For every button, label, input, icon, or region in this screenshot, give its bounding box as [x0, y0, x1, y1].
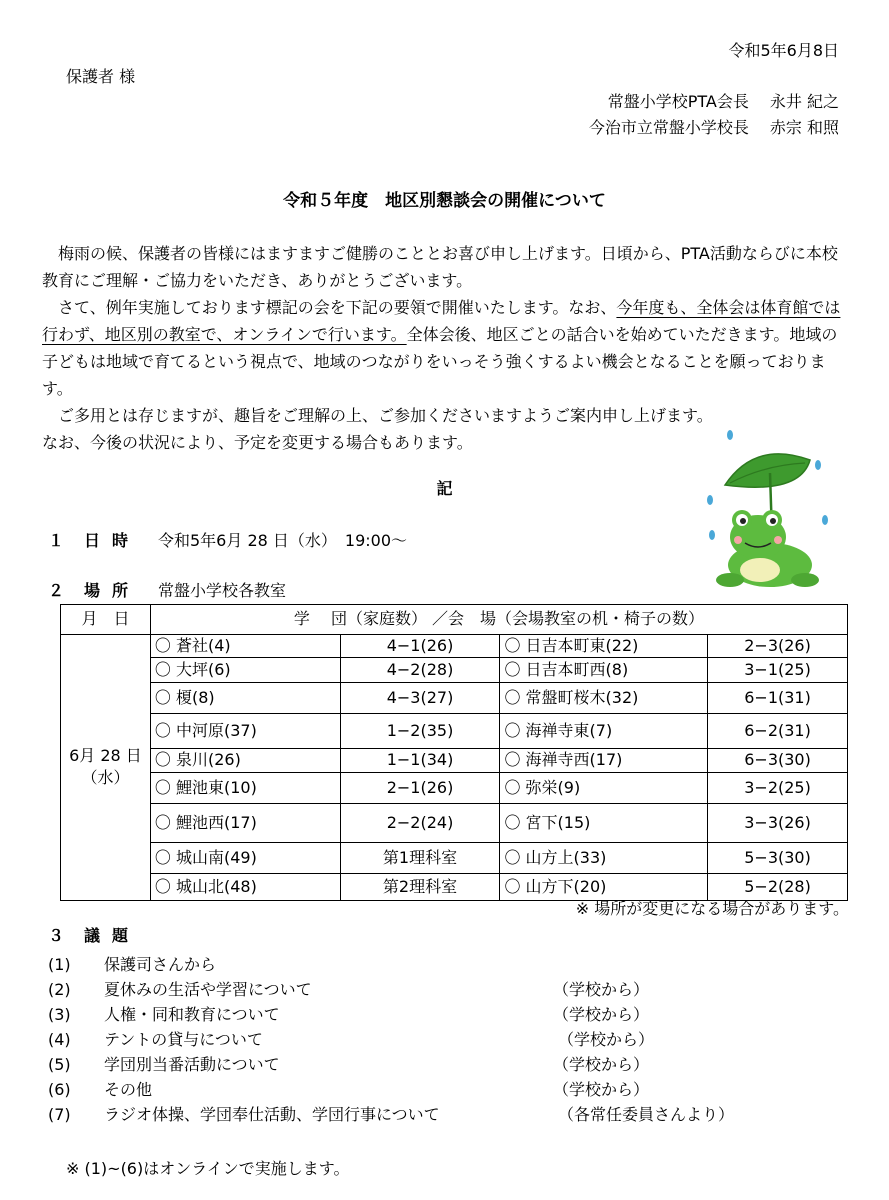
agenda-item	[48, 1052, 848, 1077]
venue-change-note: ※ 場所が変更になる場合があります。	[575, 899, 849, 918]
agenda-presenter: （学校から）	[553, 1080, 650, 1099]
section-venue	[48, 580, 286, 602]
group-room: 1−2(35)	[340, 714, 500, 749]
group-name: 〇 日吉本町東(22)	[500, 635, 708, 658]
group-room: 5−3(30)	[708, 842, 848, 873]
group-name: 〇 城山南(49)	[150, 842, 340, 873]
group-room: 4−2(28)	[340, 658, 500, 683]
group-name: 〇 大坪(6)	[150, 658, 340, 683]
agenda-presenter: （学校から）	[553, 1005, 650, 1024]
group-room: 2−3(26)	[708, 635, 848, 658]
agenda-presenter: （学校から）	[553, 980, 650, 999]
table-row	[61, 842, 848, 873]
addressee: 保護者 様	[66, 67, 136, 86]
section-number: ３	[48, 926, 65, 945]
agenda-item	[48, 1077, 848, 1102]
event-datetime: 令和5年6月 28 日（水） 19:00～	[158, 531, 408, 550]
agenda-number: (5)	[48, 1055, 71, 1074]
table-row	[61, 635, 848, 658]
group-room: 2−2(24)	[340, 803, 500, 842]
group-name: 〇 常盤町桜木(32)	[500, 683, 708, 714]
meeting-date: 6月 28 日	[69, 746, 142, 765]
agenda-number: (3)	[48, 1005, 71, 1024]
section-agenda	[48, 925, 158, 947]
agenda-text: 保護司さんから	[104, 955, 217, 974]
underlined-notice: 今年度も、全体会は体育館では行わず、地区別の教室で、オンラインで行います。	[42, 298, 841, 344]
table-row	[61, 658, 848, 683]
group-name: 〇 泉川(26)	[150, 749, 340, 772]
ki-heading: 記	[436, 479, 453, 498]
agenda-number: (4)	[48, 1030, 71, 1049]
agenda-text: その他	[104, 1080, 153, 1099]
agenda-presenter: （各常任委員さんより）	[558, 1105, 735, 1124]
agenda-item	[48, 1027, 848, 1052]
group-name: 〇 弥栄(9)	[500, 772, 708, 803]
section-datetime	[48, 530, 407, 552]
schedule-table	[60, 604, 848, 901]
table-row	[61, 749, 848, 772]
agenda-presenter: （学校から）	[558, 1030, 655, 1049]
agenda-text: 学団別当番活動について	[104, 1055, 280, 1074]
group-room: 3−3(26)	[708, 803, 848, 842]
group-room: 6−2(31)	[708, 714, 848, 749]
section-label: 日時	[84, 531, 141, 550]
group-room: 第2理科室	[340, 873, 500, 900]
group-room: 第1理科室	[340, 842, 500, 873]
group-room: 3−2(25)	[708, 772, 848, 803]
agenda-item	[48, 977, 848, 1002]
agenda-number: (1)	[48, 955, 71, 974]
group-name: 〇 山方下(20)	[500, 873, 708, 900]
group-name: 〇 海禅寺東(7)	[500, 714, 708, 749]
section-label: 場所	[84, 581, 141, 600]
agenda-text: テントの貸与について	[104, 1030, 263, 1049]
agenda-text: ラジオ体操、学団奉仕活動、学団行事について	[104, 1105, 440, 1124]
group-name: 〇 日吉本町西(8)	[500, 658, 708, 683]
agenda-item	[48, 1002, 848, 1027]
group-name: 〇 城山北(48)	[150, 873, 340, 900]
section-number: １	[48, 531, 65, 550]
table-row	[61, 772, 848, 803]
notice-paragraph: なお、今後の状況により、予定を変更する場合もあります。	[42, 433, 473, 452]
announcement-paragraph: さて、例年実施しております標記の会を下記の要領で開催いたします。なお、今年度も、全体会は体育館では行わず、地区別の教室で、オンラインで行います。全体会後、地区ごとの話合いを始めていただきます。地域の子どもは地域で育てるという視点で、地域のつながりをいっそう強くするよい機会となることを願っております。	[42, 298, 841, 398]
group-room: 6−1(31)	[708, 683, 848, 714]
group-room: 4−1(26)	[340, 635, 500, 658]
table-row	[61, 873, 848, 900]
header-main: 学 団（家庭数） ／会 場（会場教室の机・椅子の数）	[150, 605, 847, 635]
agenda-text: 夏休みの生活や学習について	[104, 980, 312, 999]
agenda-item	[48, 1102, 848, 1127]
group-room: 4−3(27)	[340, 683, 500, 714]
document-date: 令和5年6月8日	[728, 41, 839, 60]
body-text	[42, 240, 850, 456]
header-date: 月 日	[61, 605, 151, 635]
greeting-paragraph: 梅雨の候、保護者の皆様にはますますご健勝のこととお喜び申し上げます。日頃から、PTA活動ならびに本校教育にご理解・ご協力をいただき、ありがとうございます。	[42, 244, 838, 290]
agenda-item	[48, 952, 848, 977]
group-name: 〇 中河原(37)	[150, 714, 340, 749]
group-room: 2−1(26)	[340, 772, 500, 803]
agenda-number: (2)	[48, 980, 71, 999]
group-room: 1−1(34)	[340, 749, 500, 772]
sender-pta-president: 常盤小学校PTA会長 永井 紀之	[607, 92, 839, 111]
table-row	[61, 714, 848, 749]
table-row	[61, 683, 848, 714]
meeting-weekday: （水）	[81, 768, 130, 788]
group-room: 6−3(30)	[708, 749, 848, 772]
meeting-date-cell	[61, 635, 151, 901]
request-paragraph: ご多用とは存じますが、趣旨をご理解の上、ご参加くださいますようご案内申し上げます。	[58, 406, 713, 425]
agenda-list	[48, 952, 848, 1127]
online-footnote: ※ (1)~(6)はオンラインで実施します。	[66, 1159, 350, 1178]
group-name: 〇 榎(8)	[150, 683, 340, 714]
group-name: 〇 蒼社(4)	[150, 635, 340, 658]
frog-under-leaf-illustration	[700, 425, 840, 590]
section-number: ２	[48, 581, 65, 600]
group-name: 〇 山方上(33)	[500, 842, 708, 873]
section-label: 議題	[84, 926, 141, 945]
agenda-number: (6)	[48, 1080, 71, 1099]
agenda-presenter: （学校から）	[553, 1055, 650, 1074]
group-name: 〇 海禅寺西(17)	[500, 749, 708, 772]
group-name: 〇 鯉池東(10)	[150, 772, 340, 803]
document-title: 令和５年度 地区別懇談会の開催について	[283, 191, 606, 211]
group-name: 〇 鯉池西(17)	[150, 803, 340, 842]
agenda-text: 人権・同和教育について	[104, 1005, 280, 1024]
group-room: 5−2(28)	[708, 873, 848, 900]
event-venue: 常盤小学校各教室	[158, 581, 287, 600]
table-row	[61, 803, 848, 842]
group-room: 3−1(25)	[708, 658, 848, 683]
sender-principal: 今治市立常盤小学校長 赤宗 和照	[588, 118, 839, 137]
group-name: 〇 宮下(15)	[500, 803, 708, 842]
table-header-row	[61, 605, 848, 635]
agenda-number: (7)	[48, 1105, 71, 1124]
